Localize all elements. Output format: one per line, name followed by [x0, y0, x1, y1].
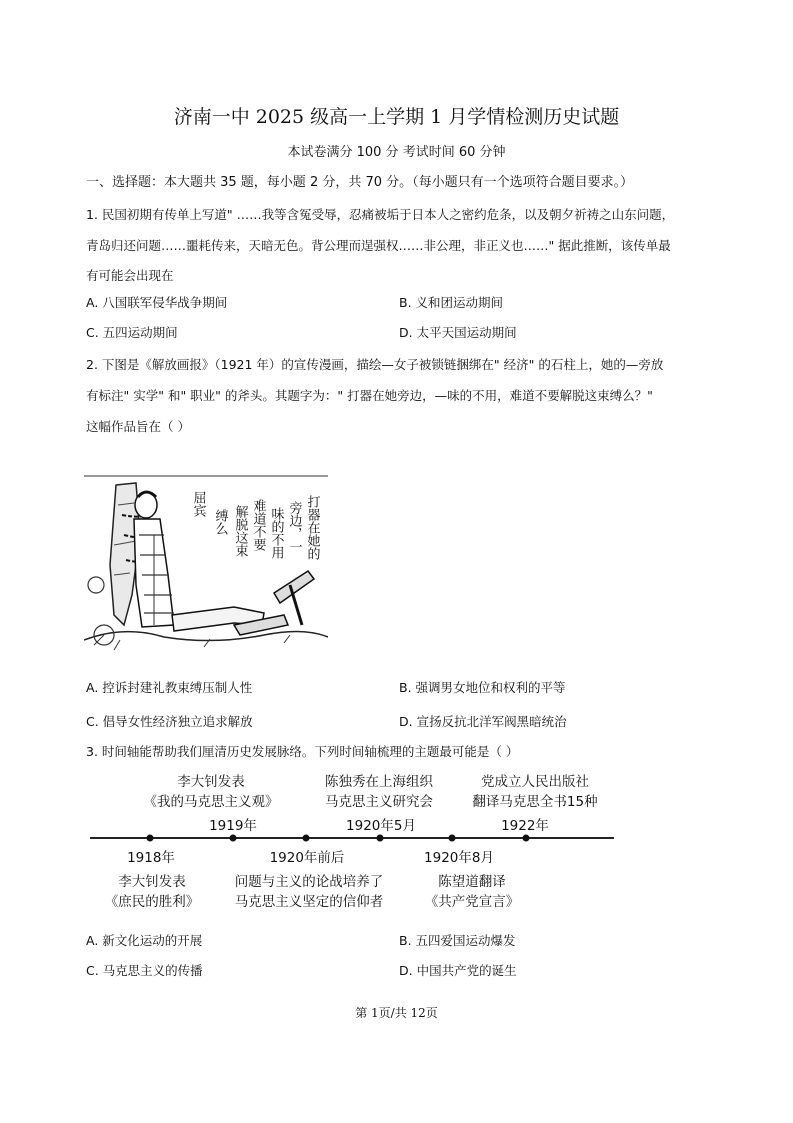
question-1-line-3: 有可能会出现在 — [86, 268, 174, 283]
cartoon-signature: 屈宾 — [190, 491, 206, 517]
question-2-option-a[interactable]: A. 控诉封建礼教束缚压制人性 — [86, 680, 253, 695]
timeline-event-bottom-2-line-2: 马克思主义坚定的信仰者 — [234, 894, 384, 910]
timeline-event-top-3-line-2: 翻译马克思全书15种 — [472, 794, 598, 810]
timeline-date-bottom-3: 1920年8月 — [424, 850, 494, 866]
question-1-option-d[interactable]: D. 太平天国运动期间 — [399, 325, 517, 340]
timeline-point-1920-aug — [449, 835, 456, 842]
timeline-axis — [86, 830, 626, 846]
section-heading: 一、选择题：本大题共 35 题，每小题 2 分，共 70 分。（每小题只有一个选项符合题目要求。） — [86, 175, 634, 190]
cartoon-inscription-col-5: 解脱这束 — [232, 505, 248, 557]
timeline-event-top-1-line-2: 《我的马克思主义观》 — [143, 794, 279, 810]
question-3-line-1: 3. 时间轴能帮助我们厘清历史发展脉络。下列时间轴梳理的主题最可能是（ ） — [86, 744, 519, 759]
timeline-point-1920-around — [303, 835, 310, 842]
question-2-line-1: 2. 下图是《解放画报》（1921 年）的宣传漫画，描绘—女子被锁链捆绑在" 经济" 的石柱上，她的—旁放 — [86, 357, 664, 372]
timeline-point-1922 — [523, 835, 530, 842]
timeline-event-top-2-line-2: 马克思主义研究会 — [325, 794, 433, 810]
question-1-line-1: 1. 民国初期有传单上写道" ……我等含冤受辱，忍痛被垢于日本人之密约危条，以及朝夕祈祷之山东问题， — [86, 207, 675, 222]
page-footer: 第 1页/共 12页 — [355, 1006, 438, 1020]
timeline-date-top-2: 1920年5月 — [346, 818, 416, 834]
question-1-option-b[interactable]: B. 义和团运动期间 — [399, 295, 504, 310]
timeline-event-top-1 — [136, 772, 286, 812]
timeline-event-bottom-3-line-2: 《共产党宣言》 — [424, 894, 520, 910]
timeline-point-1919 — [230, 835, 237, 842]
question-3-option-d[interactable]: D. 中国共产党的诞生 — [399, 963, 517, 978]
question-2-option-c[interactable]: C. 倡导女性经济独立追求解放 — [86, 714, 253, 729]
question-3-option-b[interactable]: B. 五四爱国运动爆发 — [399, 933, 516, 948]
timeline-date-bottom-1: 1918年 — [127, 850, 175, 866]
propaganda-cartoon-image — [84, 475, 328, 659]
cartoon-inscription-col-4: 难道不要 — [250, 499, 266, 551]
question-3-option-c[interactable]: C. 马克思主义的传播 — [86, 963, 203, 978]
timeline-event-bottom-3 — [412, 872, 532, 912]
question-2-option-d[interactable]: D. 宣扬反抗北洋军阀黑暗统治 — [399, 714, 567, 729]
cartoon-inscription-col-2: 旁边，一 — [286, 501, 302, 553]
timeline-event-bottom-2 — [216, 872, 402, 912]
question-1-line-2: 青岛归还问题……噩耗传来，天暗无色。背公理而逞强权……非公理，非正义也……" 据此推断，该传单最 — [86, 238, 671, 253]
timeline-date-bottom-2: 1920年前后 — [269, 850, 345, 866]
question-2-option-b[interactable]: B. 强调男女地位和权利的平等 — [399, 680, 566, 695]
timeline-event-bottom-3-line-1: 陈望道翻译 — [438, 874, 506, 890]
question-1-option-c[interactable]: C. 五四运动期间 — [86, 325, 178, 340]
timeline-event-top-1-line-1: 李大钊发表 — [177, 774, 245, 790]
timeline-event-top-3 — [450, 772, 620, 812]
cartoon-inscription-col-1: 打器在她的 — [304, 495, 320, 560]
timeline-event-top-2 — [304, 772, 454, 812]
cartoon-inscription-col-6: 缚么 — [212, 509, 228, 535]
cartoon-inscription-col-3: 味的不用 — [268, 507, 284, 559]
timeline-event-top-3-line-1: 党成立人民出版社 — [481, 774, 589, 790]
timeline-event-bottom-1 — [92, 872, 212, 912]
page-subtitle: 本试卷满分 100 分 考试时间 60 分钟 — [287, 145, 506, 160]
question-2-line-3: 这幅作品旨在（ ） — [86, 419, 190, 434]
timeline-event-bottom-1-line-2: 《庶民的胜利》 — [104, 894, 200, 910]
timeline-event-bottom-1-line-1: 李大钊发表 — [118, 874, 186, 890]
page-title: 济南一中 2025 级高一上学期 1 月学情检测历史试题 — [173, 106, 620, 128]
timeline-event-bottom-2-line-1: 问题与主义的论战培养了 — [234, 874, 384, 890]
timeline-figure — [86, 768, 626, 918]
question-3-option-a[interactable]: A. 新文化运动的开展 — [86, 933, 203, 948]
timeline-date-top-3: 1922年 — [501, 818, 549, 834]
timeline-event-top-2-line-1: 陈独秀在上海组织 — [325, 774, 433, 790]
timeline-point-1918 — [147, 835, 154, 842]
timeline-date-top-1: 1919年 — [209, 818, 257, 834]
timeline-point-1920-may — [377, 835, 384, 842]
question-2-line-2: 有标注" 实学" 和" 职业" 的斧头。其题字为：" 打器在她旁边，—味的不用，难道不要解脱这束缚么？" — [86, 388, 653, 403]
question-1-option-a[interactable]: A. 八国联军侵华战争期间 — [86, 295, 228, 310]
